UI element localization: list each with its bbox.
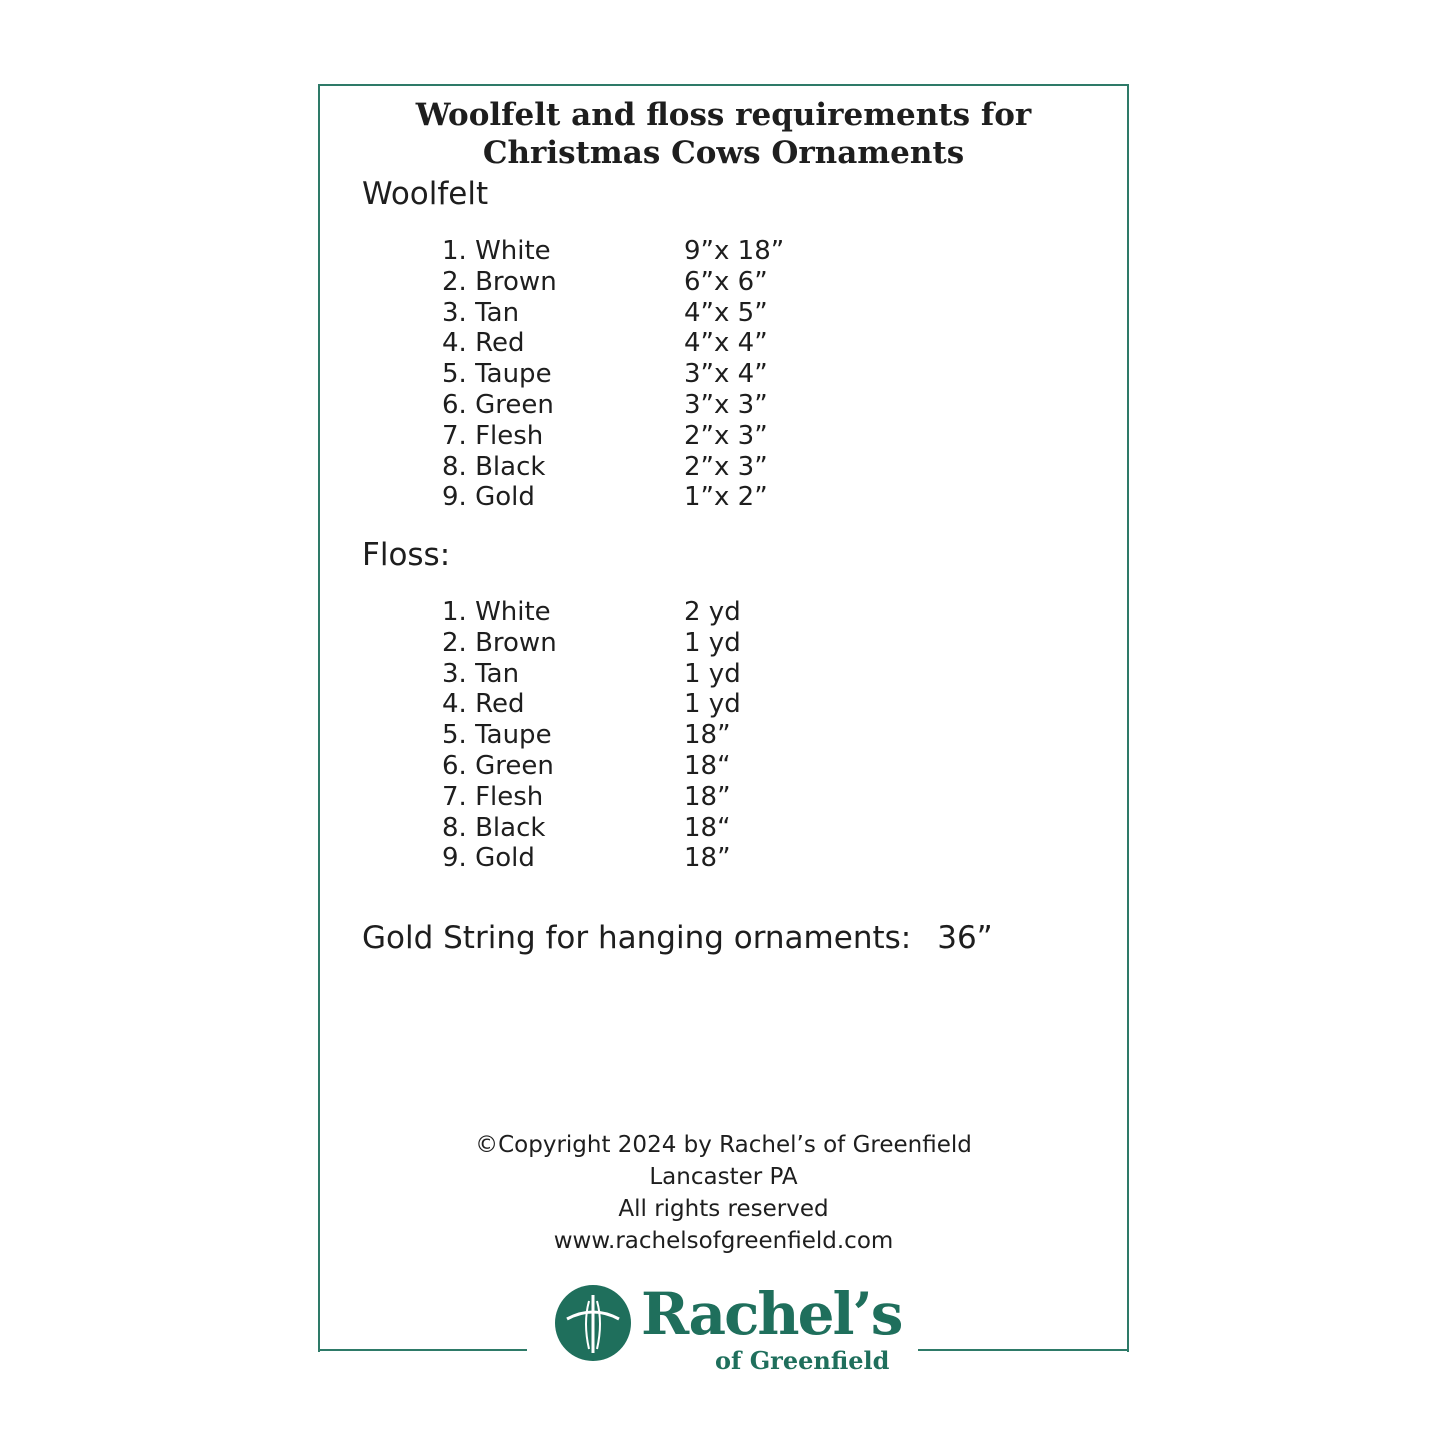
location-text: Lancaster PA — [649, 1164, 798, 1190]
list-item — [442, 720, 741, 751]
page-border-bottom-left — [318, 1349, 527, 1351]
floss-item-name: 1. White — [442, 597, 551, 627]
floss-item-name: 3. Tan — [442, 658, 520, 689]
floss-item-name: 6. Green — [442, 750, 554, 781]
floss-item-name: 8. Black — [442, 812, 546, 843]
list-item — [442, 689, 741, 720]
woolfelt-item-amount: 2”x 3” — [684, 420, 768, 451]
floss-item-amount: 1 yd — [684, 658, 741, 689]
website-link[interactable]: www.rachelsofgreenfield.com — [553, 1228, 894, 1254]
list-item — [442, 751, 741, 782]
list-item — [442, 597, 741, 628]
floss-item-amount: 18“ — [684, 812, 731, 843]
floss-item-amount: 2 yd — [684, 597, 741, 627]
floss-item-amount: 18” — [684, 781, 731, 812]
floss-item-name: 5. Taupe — [442, 720, 552, 751]
logo-wordmark: Rachel’s — [641, 1280, 902, 1348]
page-title-line-2: Christmas Cows Ornaments — [482, 135, 965, 171]
woolfelt-item-name: 1. White — [442, 236, 551, 266]
woolfelt-item-name: 2. Brown — [442, 266, 557, 297]
floss-item-name: 4. Red — [442, 689, 525, 720]
list-item — [442, 813, 741, 844]
floss-item-name: 9. Gold — [442, 843, 535, 874]
list-item — [442, 482, 784, 513]
list-item — [442, 843, 741, 874]
woolfelt-item-name: 8. Black — [442, 451, 546, 482]
floss-item-amount: 18” — [684, 720, 731, 751]
list-item — [442, 359, 784, 390]
page-title-line-1: Woolfelt and floss requirements for — [415, 97, 1032, 133]
floss-item-amount: 18“ — [684, 750, 731, 781]
list-item — [442, 628, 741, 659]
floss-item-amount: 1 yd — [684, 689, 741, 720]
woolfelt-item-name: 3. Tan — [442, 297, 520, 328]
woolfelt-list — [442, 236, 784, 513]
page-border-bottom-right — [918, 1349, 1127, 1351]
woolfelt-item-amount: 2”x 3” — [684, 451, 768, 482]
gold-string-requirement — [362, 918, 993, 958]
copyright-footer — [318, 1129, 1129, 1257]
list-item — [442, 328, 784, 359]
brand-logo — [553, 1280, 902, 1379]
list-item — [442, 298, 784, 329]
copyright-text: ©Copyright 2024 by Rachel’s of Greenfield — [475, 1132, 972, 1158]
woolfelt-item-amount: 1”x 2” — [684, 482, 768, 513]
woolfelt-item-amount: 6”x 6” — [684, 266, 768, 297]
list-item — [442, 390, 784, 421]
woolfelt-item-amount: 3”x 3” — [684, 389, 768, 420]
list-item — [442, 236, 784, 267]
list-item — [442, 782, 741, 813]
list-item — [442, 659, 741, 690]
gold-string-label: Gold String for hanging ornaments: — [362, 920, 912, 956]
woolfelt-item-amount: 4”x 5” — [684, 297, 768, 328]
floss-item-amount: 1 yd — [684, 627, 741, 658]
logo-subtitle: of Greenfield — [715, 1346, 890, 1375]
floss-list — [442, 597, 741, 874]
floss-item-name: 7. Flesh — [442, 781, 544, 812]
logo-emblem-icon — [553, 1283, 633, 1363]
woolfelt-item-name: 9. Gold — [442, 482, 535, 513]
woolfelt-item-amount: 9”x 18” — [684, 236, 785, 266]
list-item — [442, 267, 784, 298]
floss-item-amount: 18” — [684, 843, 731, 874]
page-title — [318, 96, 1129, 172]
floss-item-name: 2. Brown — [442, 627, 557, 658]
woolfelt-item-name: 7. Flesh — [442, 420, 544, 451]
rights-text: All rights reserved — [618, 1196, 829, 1222]
list-item — [442, 452, 784, 483]
gold-string-value: 36” — [937, 920, 993, 956]
woolfelt-item-name: 6. Green — [442, 389, 554, 420]
floss-heading: Floss: — [362, 537, 451, 573]
woolfelt-heading: Woolfelt — [362, 176, 489, 212]
woolfelt-item-amount: 3”x 4” — [684, 359, 768, 390]
list-item — [442, 421, 784, 452]
woolfelt-item-name: 4. Red — [442, 328, 525, 359]
woolfelt-item-amount: 4”x 4” — [684, 328, 768, 359]
woolfelt-item-name: 5. Taupe — [442, 359, 552, 390]
